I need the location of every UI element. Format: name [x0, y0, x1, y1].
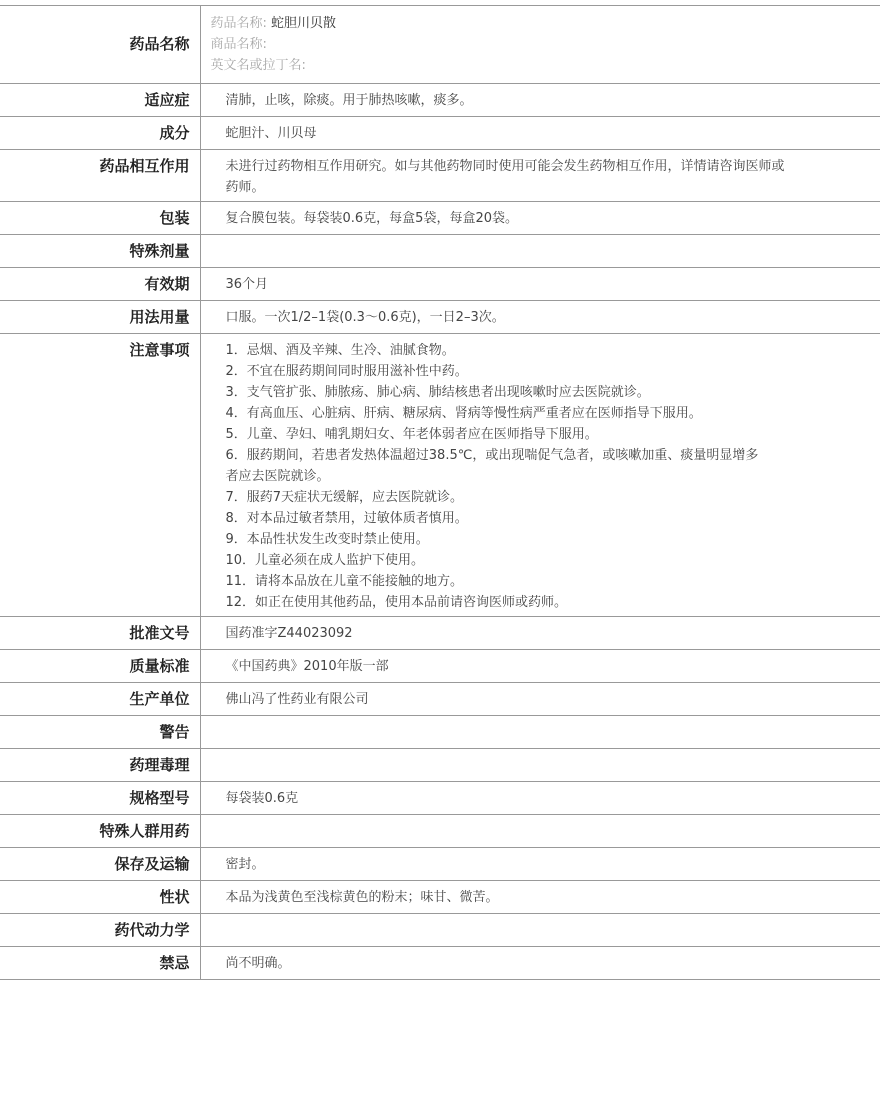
list-item: 4．有高血压、心脏病、肝病、糖尿病、肾病等慢性病严重者应在医师指导下服用。: [225, 406, 702, 421]
generic-name-label: 药品名称:: [210, 16, 267, 31]
row-interactions: [0, 150, 880, 202]
row-quality-standard: [0, 650, 880, 683]
row-label: [0, 617, 200, 650]
row-precautions: [0, 334, 880, 617]
row-label: [0, 301, 200, 334]
generic-name-line: [211, 13, 861, 34]
row-manufacturer: [0, 683, 880, 716]
row-label-text: 保存及运输: [114, 855, 190, 873]
drug-spec-table: [0, 5, 880, 980]
row-value: [200, 235, 880, 268]
row-label: [0, 716, 200, 749]
row-label-text: 成分: [159, 124, 190, 142]
list-item: 9．本品性状发生改变时禁止使用。: [225, 532, 429, 547]
row-label: [0, 848, 200, 881]
trade-name-label: 商品名称:: [210, 37, 267, 52]
list-item: 2．不宜在服药期间同时服用滋补性中药。: [225, 364, 468, 379]
row-label-text: 药代动力学: [114, 921, 190, 939]
row-value: 尚不明确。: [225, 956, 291, 971]
row-value: 国药准字Z44023092: [225, 626, 353, 641]
list-item: 1．忌烟、酒及辛辣、生冷、油腻食物。: [225, 343, 455, 358]
row-label-text: 警告: [159, 723, 190, 741]
row-label: [0, 650, 200, 683]
row-label-text: 药品相互作用: [99, 157, 190, 175]
row-value: [200, 914, 880, 947]
row-label-text: 批准文号: [129, 624, 190, 642]
list-item: 11．请将本品放在儿童不能接触的地方。: [225, 574, 464, 589]
row-value: 未进行过药物相互作用研究。如与其他药物同时使用可能会发生药物相互作用，详情请咨询医师或药师。: [225, 159, 785, 195]
row-pharmacokinetics: [0, 914, 880, 947]
row-value: 清肺，止咳，除痰。用于肺热咳嗽，痰多。: [225, 93, 473, 108]
row-ingredients: [0, 117, 880, 150]
row-value: 36个月: [225, 277, 269, 292]
row-label-text: 性状: [159, 888, 190, 906]
row-label-text: 特殊剂量: [129, 242, 190, 260]
row-label: [0, 6, 200, 84]
row-drug-name: [0, 6, 880, 84]
row-indications: [0, 84, 880, 117]
row-value: 蛇胆汁、川贝母: [225, 126, 317, 141]
row-special-populations: [0, 815, 880, 848]
row-label-text: 药理毒理: [129, 756, 190, 774]
row-label: [0, 782, 200, 815]
row-label: [0, 749, 200, 782]
row-value: [200, 749, 880, 782]
row-label-text: 适应症: [144, 91, 190, 109]
row-special-dosage: [0, 235, 880, 268]
row-specification: [0, 782, 880, 815]
row-value: [200, 716, 880, 749]
drug-name-values: [200, 6, 880, 84]
row-label-text: 规格型号: [129, 789, 190, 807]
row-dosage: [0, 301, 880, 334]
row-value: [200, 815, 880, 848]
row-label-text: 有效期: [144, 275, 190, 293]
row-value: 佛山冯了性药业有限公司: [225, 692, 369, 707]
row-label-text: 注意事项: [129, 341, 190, 359]
row-label: [0, 202, 200, 235]
row-value: 密封。: [225, 857, 265, 872]
row-value: 本品为浅黄色至浅棕黄色的粉末；味甘、微苦。: [225, 890, 499, 905]
row-label: [0, 947, 200, 980]
row-label: [0, 84, 200, 117]
row-label: [0, 235, 200, 268]
row-value: 每袋装0.6克: [225, 791, 299, 806]
row-packaging: [0, 202, 880, 235]
row-label: [0, 683, 200, 716]
english-name-label: 英文名或拉丁名:: [210, 58, 306, 73]
row-label: [0, 117, 200, 150]
row-label: [0, 268, 200, 301]
row-label: [0, 150, 200, 202]
row-label: [0, 881, 200, 914]
list-item: 5．儿童、孕妇、哺乳期妇女、年老体弱者应在医师指导下服用。: [225, 427, 598, 442]
row-label-text: 质量标准: [129, 657, 190, 675]
row-appearance: [0, 881, 880, 914]
row-label-text: 包装: [159, 209, 190, 227]
row-label: [0, 334, 200, 617]
row-value: 《中国药典》2010年版一部: [225, 659, 389, 674]
generic-name-value: 蛇胆川贝散: [271, 16, 337, 31]
row-label: [0, 815, 200, 848]
row-label-text: 用法用量: [129, 308, 190, 326]
row-pharmacology: [0, 749, 880, 782]
list-item: 7．服药7天症状无缓解，应去医院就诊。: [225, 490, 464, 505]
row-label-text: 药品名称: [129, 35, 190, 53]
list-item: 3．支气管扩张、肺脓疡、肺心病、肺结核患者出现咳嗽时应去医院就诊。: [225, 385, 650, 400]
row-approval-number: [0, 617, 880, 650]
list-item: 10．儿童必须在成人监护下使用。: [225, 553, 425, 568]
row-value: 口服。一次1/2–1袋(0.3～0.6克)，一日2–3次。: [225, 310, 505, 325]
row-label-text: 禁忌: [159, 954, 190, 972]
list-item: 12．如正在使用其他药品，使用本品前请咨询医师或药师。: [225, 595, 568, 610]
row-storage: [0, 848, 880, 881]
row-value: 复合膜包装。每袋装0.6克，每盒5袋，每盒20袋。: [225, 211, 518, 226]
row-label-text: 生产单位: [129, 690, 190, 708]
row-label-text: 特殊人群用药: [99, 822, 190, 840]
list-item: 6．服药期间，若患者发热体温超过38.5℃，或出现喘促气急者，或咳嗽加重、痰量明显增多者应去医院就诊。: [225, 448, 759, 484]
row-shelf-life: [0, 268, 880, 301]
row-contraindications: [0, 947, 880, 980]
list-item: 8．对本品过敏者禁用，过敏体质者慎用。: [225, 511, 468, 526]
precautions-list: [200, 334, 880, 617]
row-warning: [0, 716, 880, 749]
row-label: [0, 914, 200, 947]
